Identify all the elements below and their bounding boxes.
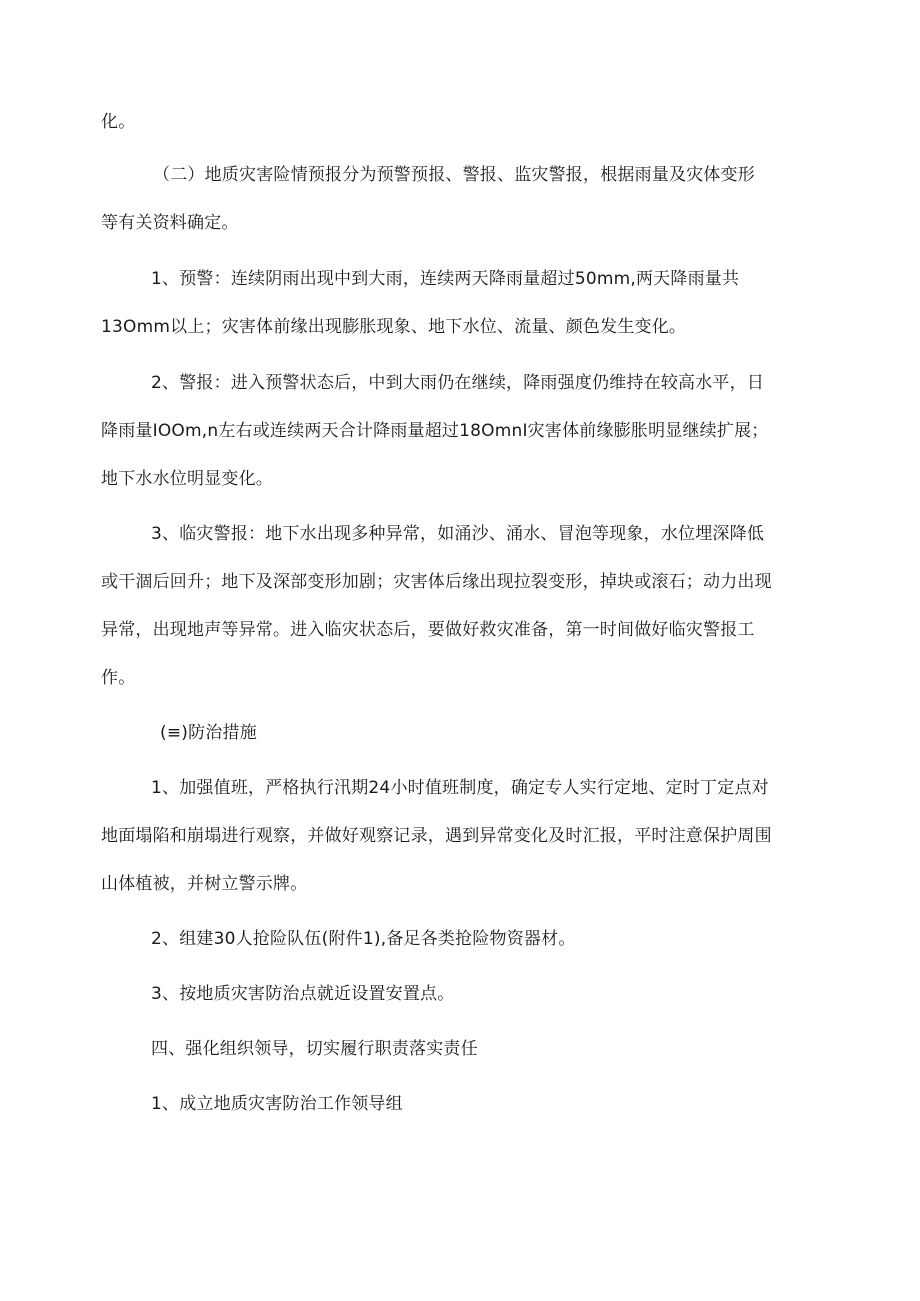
paragraph-line: （二）地质灾害险情预报分为预警预报、警报、监灾警报，根据雨量及灾体变形 bbox=[153, 165, 755, 185]
paragraph-line: 作。 bbox=[101, 668, 136, 688]
paragraph-line: 3、按地质灾害防治点就近设置安置点。 bbox=[151, 984, 455, 1004]
paragraph-line: 3、临灾警报：地下水出现多种异常，如涌沙、涌水、冒泡等现象，水位埋深降低 bbox=[151, 524, 765, 544]
paragraph-line: 等有关资料确定。 bbox=[101, 213, 239, 233]
paragraph-line: 2、警报：进入预警状态后，中到大雨仍在继续，降雨强度仍维持在较高水平，日 bbox=[151, 373, 765, 393]
section-heading: 四、强化组织领导，切实履行职责落实责任 bbox=[151, 1039, 478, 1059]
paragraph-line: 2、组建30人抢险队伍(附件1),备足各类抢险物资器材。 bbox=[151, 929, 576, 949]
section-heading: (≡)防治措施 bbox=[160, 723, 257, 743]
paragraph-line: 或干涸后回升；地下及深部变形加剧；灾害体后缘出现拉裂变形，掉块或滚石；动力出现 bbox=[101, 572, 772, 592]
paragraph-line: 13Omm以上；灾害体前缘出现膨胀现象、地下水位、流量、颜色发生变化。 bbox=[101, 317, 687, 337]
paragraph-line: 1、预警：连续阴雨出现中到大雨，连续两天降雨量超过50mm,两天降雨量共 bbox=[151, 269, 740, 289]
subsection-heading: 1、成立地质灾害防治工作领导组 bbox=[151, 1094, 403, 1114]
paragraph-line: 山体植被，并树立警示牌。 bbox=[101, 874, 308, 894]
paragraph-line: 地下水水位明显变化。 bbox=[101, 469, 273, 489]
paragraph-line: 异常，出现地声等异常。进入临灾状态后，要做好救灾准备，第一时间做好临灾警报工 bbox=[101, 620, 755, 640]
paragraph-line: 地面塌陷和崩塌进行观察，并做好观察记录，遇到异常变化及时汇报，平时注意保护周围 bbox=[101, 826, 772, 846]
paragraph-line: 化。 bbox=[101, 112, 136, 132]
paragraph-line: 降雨量IOOm,n左右或连续两天合计降雨量超过18OmnI灾害体前缘膨胀明显继续扩展； bbox=[101, 421, 769, 441]
paragraph-line: 1、加强值班，严格执行汛期24小时值班制度，确定专人实行定地、定时丁定点对 bbox=[151, 778, 769, 798]
